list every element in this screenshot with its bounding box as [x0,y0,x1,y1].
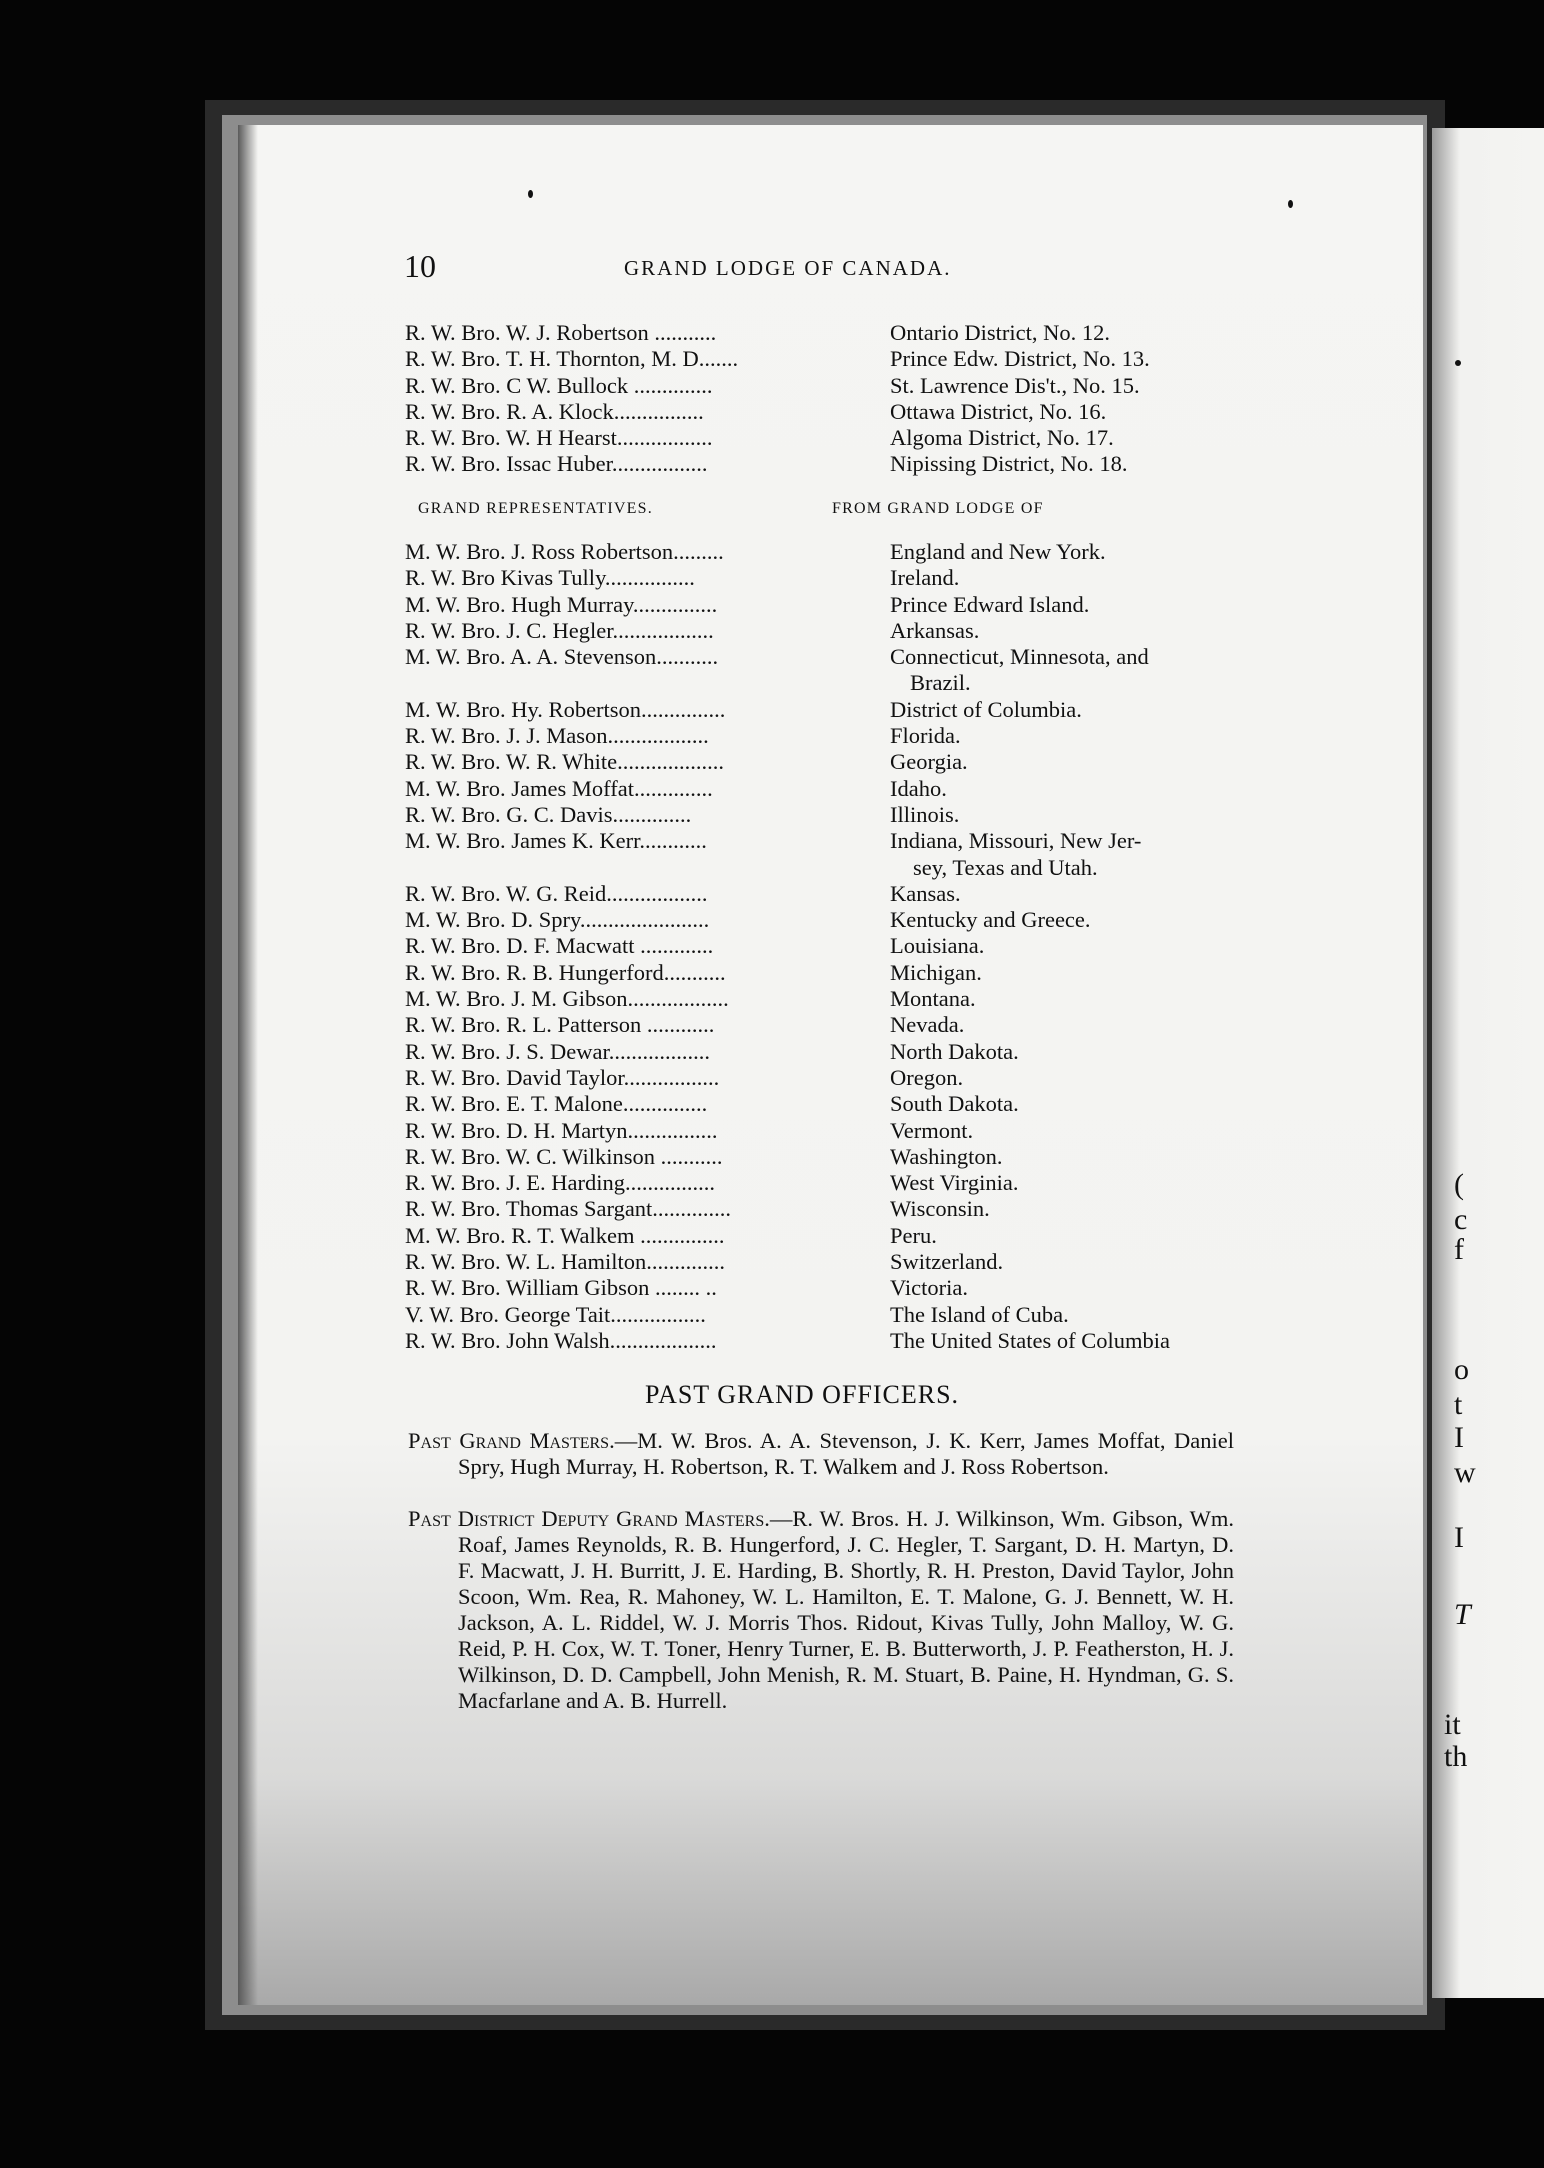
officer-name: R. W. Bro. R. A. Klock................ [405,398,704,424]
grand-lodge-name: Arkansas. [890,617,980,643]
list-item [405,802,1255,828]
list-item [405,749,1255,775]
representative-name: M. W. Bro. James K. Kerr............ [405,828,707,854]
grand-lodge-name: West Virginia. [890,1170,1019,1196]
representative-name: M. W. Bro. D. Spry....................... [405,907,710,933]
grand-lodge-name: Prince Edward Island. [890,591,1090,617]
grand-lodge-name: Illinois. [890,801,960,827]
representative-name: R. W. Bro. R. L. Patterson ............ [405,1012,715,1038]
list-item [405,1249,1255,1275]
grand-lodge-name: Kansas. [890,880,961,906]
paragraph-label: Past Grand Masters. [408,1428,615,1453]
representative-name: R. W. Bro. D. H. Martyn................ [405,1117,718,1143]
facing-page-fragment: I [1454,1521,1464,1554]
list-item [405,1118,1255,1144]
representative-name: R. W. Bro. J. J. Mason.................. [405,723,709,749]
paragraph-text: —M. W. Bros. A. A. Stevenson, J. K. Kerr, James Moffat, Daniel Spry, Hugh Murray, H. Robertson, R. T. Walkem and J. Ross Robertson. [458,1428,1234,1479]
facing-page-fragment: f [1454,1233,1464,1266]
representative-name: R. W. Bro. W. L. Hamilton.............. [405,1249,726,1275]
facing-page-fragment: o [1454,1353,1469,1386]
grand-lodge-name: Michigan. [890,959,982,985]
grand-lodge-name: Kentucky and Greece. [890,907,1091,933]
grand-lodge-name: Washington. [890,1143,1003,1169]
district-name: Nipissing District, No. 18. [890,451,1128,477]
grand-lodge-name: Idaho. [890,775,947,801]
representative-name: M. W. Bro. Hugh Murray............... [405,591,718,617]
representative-name: M. W. Bro. Hy. Robertson............... [405,696,726,722]
past-officers-heading: PAST GRAND OFFICERS. [645,1380,960,1409]
district-name: Prince Edw. District, No. 13. [890,346,1150,372]
grand-lodge-name: Indiana, Missouri, New Jer- [890,828,1142,854]
facing-page-fragment: w [1454,1456,1476,1489]
paragraph-label: Past District Deputy Grand Masters. [408,1506,770,1531]
scan-speck [1288,200,1293,208]
facing-page-fragment: I [1454,1421,1464,1454]
list-item [405,1039,1255,1065]
representative-name: M. W. Bro. James Moffat.............. [405,775,713,801]
district-deputies-list [405,320,1255,478]
list-item [405,592,1255,618]
list-item [405,933,1255,959]
grand-lodge-name: Ireland. [890,565,960,591]
representative-name: R. W. Bro. J. E. Harding................ [405,1170,716,1196]
list-item [405,907,1255,933]
list-item [405,986,1255,1012]
list-item [405,320,1255,346]
grand-lodge-continuation: sey, Texas and Utah. [913,854,1098,880]
list-item-continuation [405,670,1255,696]
list-item [405,1091,1255,1117]
facing-page-edge [1432,128,1544,1998]
grand-lodge-name: Vermont. [890,1117,974,1143]
grand-lodge-name: Louisiana. [890,933,985,959]
district-name: Algoma District, No. 17. [890,425,1114,451]
representative-name: M. W. Bro. A. A. Stevenson........... [405,644,719,670]
page-header [404,248,1234,288]
page-gutter-shadow [238,125,258,2005]
facing-page-fragment: th [1444,1740,1468,1773]
running-head: GRAND LODGE OF CANADA. [624,256,952,280]
representatives-header [418,500,1238,524]
list-item [405,346,1255,372]
grand-lodge-name: Montana. [890,986,976,1012]
list-item-continuation [405,855,1255,881]
representative-name: R. W. Bro. R. B. Hungerford........... [405,959,726,985]
representative-name: R. W. Bro. Thomas Sargant.............. [405,1196,732,1222]
district-name: Ottawa District, No. 16. [890,398,1107,424]
grand-lodge-name: Victoria. [890,1275,968,1301]
scan-speck [528,190,533,198]
officer-name: R. W. Bro. Issac Huber................. [405,451,708,477]
list-item [405,828,1255,854]
representative-name: R. W. Bro. J. C. Hegler.................. [405,617,714,643]
past-district-deputies-paragraph [408,1506,1234,1714]
representatives-list [405,539,1255,1354]
facing-page-fragment: T [1454,1598,1471,1631]
page-number: 10 [404,248,436,284]
list-item [405,776,1255,802]
grand-lodge-name: Switzerland. [890,1249,1004,1275]
facing-page-fragment: it [1444,1708,1461,1741]
paragraph-text: —R. W. Bros. H. J. Wilkinson, Wm. Gibson, Wm. Roaf, James Reynolds, R. B. Hungerford, J. C. Hegler, T. Sargant, D. H. Martyn, D. F. Macwatt, J. H. Burritt, J. E. Harding, B. Shortly, R. H. Preston, David Taylor, John Scoon, Wm. Rea, R. Mahoney, W. L. Hamilton, E. T. Malone, G. J. Bennett, W. H. Jackson, A. L. Riddel, W. J. Morris Thos. Ridout, Kivas Tully, John Malloy, W. G. Reid, P. H. Cox, W. T. Toner, Henry Turner, E. B. Butterworth, J. P. Featherston, H. J. Wilkinson, D. D. Campbell, John Menish, R. M. Stuart, B. Paine, H. Hyndman, G. S. Macfarlane and A. B. Hurrell. [458,1506,1234,1713]
list-item [405,425,1255,451]
grand-lodge-name: Georgia. [890,749,968,775]
facing-page-fragment: c [1454,1203,1468,1236]
grand-lodge-name: Connecticut, Minnesota, and [890,644,1149,670]
list-item [405,1196,1255,1222]
grand-lodge-name: England and New York. [890,539,1106,564]
grand-lodge-name: Wisconsin. [890,1196,990,1222]
representative-name: R. W. Bro. J. S. Dewar.................. [405,1038,711,1064]
list-item [405,565,1255,591]
list-item [405,539,1255,565]
list-item [405,1223,1255,1249]
officer-name: R. W. Bro. C W. Bullock .............. [405,372,713,398]
representative-name: R. W. Bro. David Taylor................. [405,1064,720,1090]
representative-name: R. W. Bro. John Walsh................... [405,1327,717,1353]
grand-lodge-name: Nevada. [890,1012,965,1038]
grand-lodge-name: Florida. [890,723,961,749]
list-item [405,399,1255,425]
grand-lodge-name: South Dakota. [890,1091,1019,1117]
representative-name: R. W. Bro Kivas Tully................ [405,565,695,591]
representative-name: R. W. Bro. W. G. Reid.................. [405,880,708,906]
list-item [405,881,1255,907]
representative-name: R. W. Bro. W. R. White................... [405,749,724,775]
list-item [405,1012,1255,1038]
grand-lodge-name: The Island of Cuba. [890,1301,1069,1327]
facing-page-fragment: t [1454,1388,1463,1421]
representative-name: R. W. Bro. E. T. Malone............... [405,1091,708,1117]
officer-name: R. W. Bro. T. H. Thornton, M. D....... [405,346,739,372]
list-item [405,1065,1255,1091]
representative-name: M. W. Bro. J. M. Gibson.................. [405,986,729,1012]
representative-name: V. W. Bro. George Tait................. [405,1301,706,1327]
list-item [405,373,1255,399]
officer-name: R. W. Bro. W. H Hearst................. [405,425,713,451]
representatives-heading: GRAND REPRESENTATIVES. [418,500,653,517]
representative-name: R. W. Bro. D. F. Macwatt ............. [405,933,714,959]
from-grand-lodge-heading: FROM GRAND LODGE OF [832,500,1044,517]
list-item [405,1302,1255,1328]
list-item [405,1328,1255,1354]
representative-name: R. W. Bro. G. C. Davis.............. [405,801,692,827]
representative-name: R. W. Bro. William Gibson ........ .. [405,1275,717,1301]
list-item [405,644,1255,670]
list-item [405,618,1255,644]
scan-speck [1455,360,1461,366]
list-item [405,1144,1255,1170]
list-item [405,723,1255,749]
list-item [405,451,1255,477]
list-item [405,1170,1255,1196]
officer-name: R. W. Bro. W. J. Robertson ........... [405,320,717,345]
past-grand-masters-paragraph [408,1428,1234,1480]
grand-lodge-name: District of Columbia. [890,696,1082,722]
grand-lodge-name: Peru. [890,1222,937,1248]
district-name: St. Lawrence Dis't., No. 15. [890,372,1140,398]
list-item [405,960,1255,986]
representative-name: R. W. Bro. W. C. Wilkinson ........... [405,1143,723,1169]
list-item [405,697,1255,723]
district-name: Ontario District, No. 12. [890,320,1110,345]
grand-lodge-name: North Dakota. [890,1038,1019,1064]
grand-lodge-name: Oregon. [890,1064,964,1090]
representative-name: M. W. Bro. J. Ross Robertson......... [405,539,724,564]
facing-page-fragment: ( [1454,1168,1464,1201]
grand-lodge-continuation: Brazil. [910,670,971,696]
grand-lodge-name: The United States of Columbia [890,1327,1170,1353]
list-item [405,1275,1255,1301]
representative-name: M. W. Bro. R. T. Walkem ............... [405,1222,725,1248]
